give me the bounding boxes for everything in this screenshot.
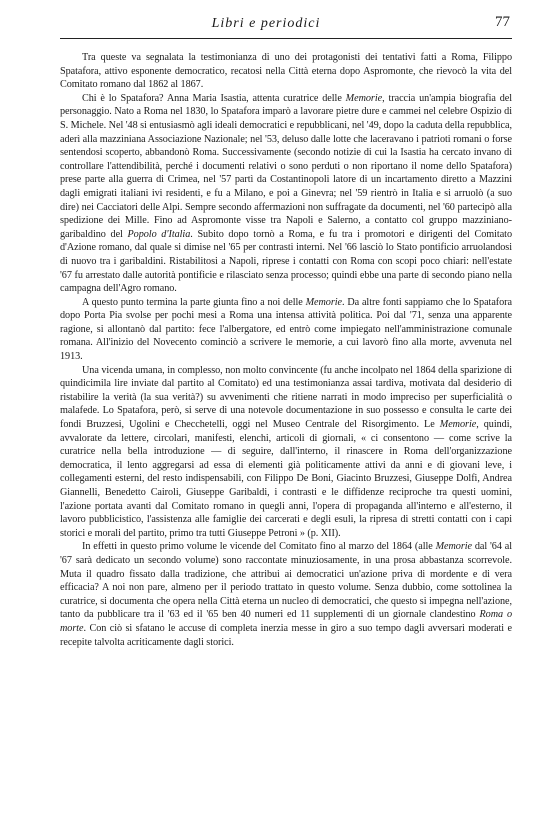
text-run: . Subito dopo tornò a Roma, e fu tra i promotori e dirigenti del Comitato d'Azione romano, dal quale si dimise nel '65 per contrasti interni. Nel '66 lasciò lo Stato pontificio arruolandosi di nuovo tra i garibaldini. Ristabilitosi a Napoli, riprese i contatti con Roma con scopi poco chiari: nell'estate '67 fu arrestato dalle autorità pontificie e rilasciato senza processo; quindi ebbe una parte di secondo piano nella campagna dell'Agro romano. [60,228,512,295]
paragraph [60,364,512,541]
running-head: Libri e periodici [211,16,321,31]
text-run: Chi è lo Spatafora? Anna Maria Isastia, attenta curatrice delle [82,92,346,104]
text-run: , quindi, avvalorate da lettere, circolari, manifesti, elenchi, articoli di giornali, « ci consentono — come scrive la curatrice nella bella introduzione — di seguire, dall'interno, il rinascere in Roma dell'organizzazione democratica, il lento aggregarsi ad essa di elementi già politicamente attivi da anni e di giovani leve, i collegamenti esterni, del resto indispensabili, con Filippo De Boni, Giacinto Bruzzesi, Giuseppe Dolfi, Andrea Giannelli, Benedetto Cairoli, Giuseppe Garibaldi, i contrasti e le diffidenze reciproche tra questi uomini, l'azione portata avanti dal Comitato romano in quegli anni, l'opera di propaganda all'interno e all'esterno, il lavoro pubblicistico, l'assistenza alle famiglie dei carcerati e degli esuli, la ripresa di stretti contatti con i capi storici e morali del partito, primo tra tutti Giuseppe Petroni » (p. XII). [60,419,512,539]
body-text [60,51,512,649]
paragraph [60,51,512,92]
italic-title: Popolo d'Italia [127,228,191,240]
paragraph [60,92,512,296]
italic-title: Memorie [345,92,383,104]
italic-title: Roma o morte [60,609,513,634]
text-run: . Con ciò si sfatano le accuse di completa inerzia messe in giro a suo tempo dagli avversari moderati e recepite talvolta acriticamente dagli storici. [60,622,512,648]
paragraph [60,540,512,649]
italic-title: Memorie [305,296,342,308]
text-run: , traccia un'ampia biografia del personaggio. Nato a Roma nel 1830, lo Spatafora imparò a lavorare pietre dure e cammei nel celebre Ospizio di S. Michele. Nel '48 si entusiasmò agli ideali democratici e repubblicani, nel '49, dopo la caduta della repubblica, aderì alla mazziniana Associazione Nazionale; nel '53, deluso dalle lotte che laceravano i patrioti romani o forse sentendosi scoperto, abbandonò Roma. Successivamente (secondo notizie di cui la Isastia ha cercato invano di controllare l'attendibilità, perché i documenti relativi o sono perduti o non riportano il nome dello Spatafora) prese parte alla guerra di Crimea, nel '57 partì da Costantinopoli latore di un incartamento diretto a Mazzini dagli emigrati italiani ivi residenti, e fu a Milano, e poi a Ginevra; nel '59 rientrò in Italia e si arruolò (a suo dire) nei Cacciatori delle Alpi. Sempre secondo affermazioni non suffragate da documenti, nel '60 partecipò alla spedizione dei Mille. Fino ad Aspromonte visse tra Napoli e Salerno, a contatto col gruppo mazziniano-garibaldino del [60,92,512,240]
italic-title: Memorie [439,419,477,431]
paragraph [60,296,512,364]
text-run: In effetti in questo primo volume le vicende del Comitato fino al marzo del 1864 (alle [82,541,436,553]
page-header [60,14,512,39]
page-number: 77 [495,14,510,30]
text-run: A questo punto termina la parte giunta fino a noi delle [82,296,306,308]
italic-title: Memorie [435,541,473,553]
text-run: dal '64 al '67 sarà dedicato un secondo volume) sono raccontate minuziosamente, in una prosa abbastanza scorrevole. Muta il quadro fissato dalla tradizione, che attribui ai democratici un'azione priva di mordente e di vera efficacia? A noi non pare, almeno per il periodo trattato in questo volume. Senza dubbio, come sottolinea la curatrice, si documenta che opera nella Città eterna un nucleo di democratici, che questo si impegna nell'azione, tanto da pubblicare tra il '63 ed il '65 ben 40 numeri ed 11 supplementi di un giornale clandestino [60,541,512,621]
text-run: Una vicenda umana, in complesso, non molto convincente (fu anche incolpato nel 1864 della sparizione di quindicimila lire inviate dal partito al Comitato) ed una testimonianza assai tardiva, motivata dal desiderio di ristabilire la verità (la sua verità?) su avvenimenti che ritiene narrati in modo impreciso per superficialità o malafede. Lo Spatafora, però, si serve di una notevole documentazione in suo possesso e consulta le carte dei fondi Bruzzesi, Ugolini e Checchetelli, oggi nel Museo Centrale del Risorgimento. Le [60,364,512,431]
text-run: . Da altre fonti sappiamo che lo Spatafora dopo Porta Pia svolse per pochi mesi a Roma una intensa attività politica. Poi dal '71, senza una apparente ragione, si allontanò dal partito: fece l'albergatore, ed entrò come impiegato nell'amministrazione comunale romana. All'inizio del Novecento cominciò a scrivere le memorie, a cui lavorò fino alla morte, avvenuta nel 1913. [60,296,512,363]
text-run: Tra queste va segnalata la testimonianza di uno dei protagonisti dei tentativi fatti a Roma, Filippo Spatafora, attivo esponente democratico, recatosi nella Città eterna dopo Aspromonte, che rievocò la vita del Comitato romano dal 1862 al 1867. [60,52,512,91]
